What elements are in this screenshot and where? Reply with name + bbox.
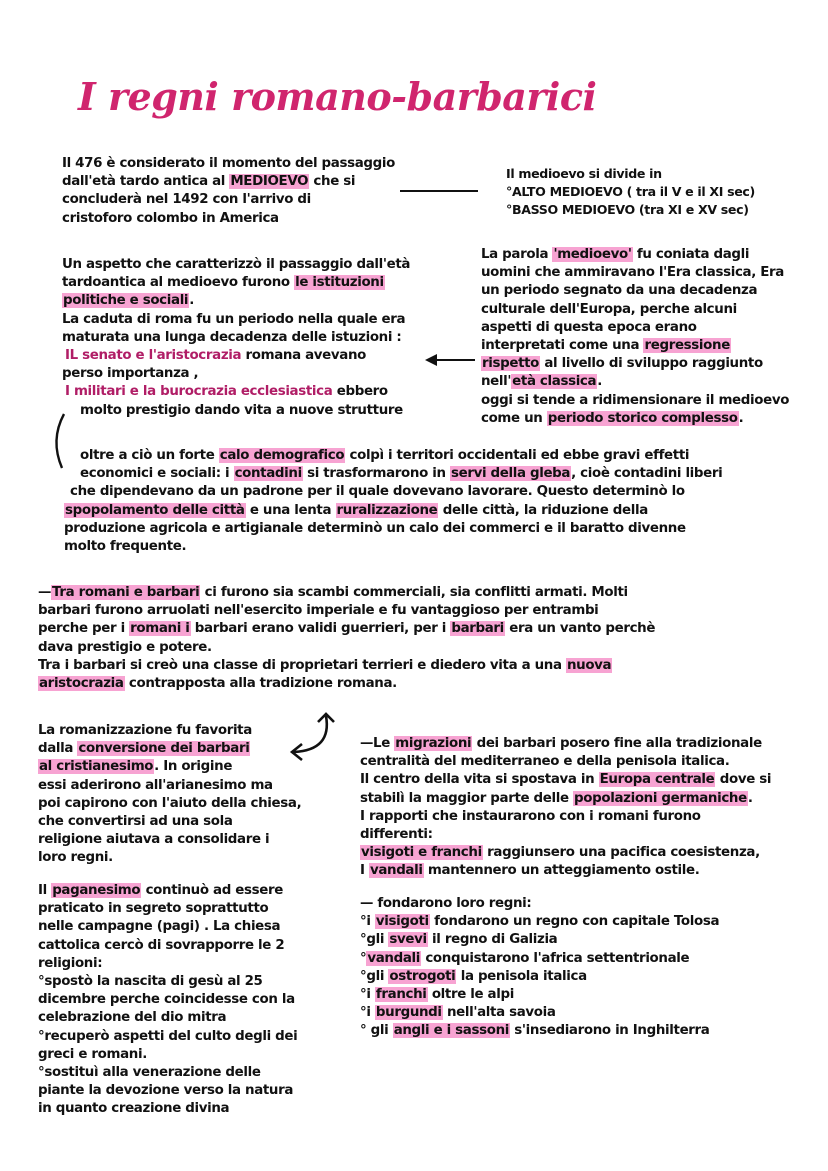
text-line: piante la devozione verso la natura <box>38 1083 294 1099</box>
romanization-block <box>38 722 301 868</box>
text-line: oltre a ciò un forte calo demografico colpì i territori occidentali ed ebbe gravi effetti <box>80 448 690 463</box>
text-line: che convertirsi ad una sola <box>38 814 233 830</box>
text-line: nelle campagne (pagi) . La chiesa <box>38 919 281 935</box>
page-title: I regni romano-barbarici <box>78 74 597 119</box>
highlight: vandali <box>367 950 421 966</box>
text-line: Il medioevo si divide in <box>506 166 662 181</box>
highlight: politiche e sociali <box>63 293 189 309</box>
text-line: visigoti e franchi raggiunsero una pacifica coesistenza, <box>361 845 760 861</box>
text-line: come un periodo storico complesso. <box>481 410 744 426</box>
text-line: politiche e sociali. <box>63 293 194 309</box>
text-line: aristocrazia contrapposta alla tradizione romana. <box>39 676 397 692</box>
highlight: contadini <box>234 466 302 482</box>
text-line: dall'età tardo antica al MEDIOEVO che si <box>62 174 356 190</box>
text-line: stabilì la maggior parte delle popolazioni germaniche. <box>360 790 753 806</box>
highlight: periodo storico complesso <box>547 410 738 426</box>
highlight: visigoti <box>375 914 429 930</box>
list-item: °i franchi oltre le alpi <box>360 987 514 1003</box>
text-line: La caduta di roma fu un periodo nella quale era <box>62 311 406 327</box>
text-line: Un aspetto che caratterizzò il passaggio dall'età <box>62 257 411 272</box>
highlight: ruralizzazione <box>336 502 438 518</box>
list-item: °gli ostrogoti la penisola italica <box>360 968 587 984</box>
text-line: al cristianesimo. In origine <box>39 759 233 775</box>
text-line: culturale dell'Europa, perche alcuni <box>481 301 737 317</box>
text-line: in quanto creazione divina <box>38 1101 230 1117</box>
text-line: cristoforo colombo in America <box>62 210 279 226</box>
text-line: spopolamento delle città e una lenta ruralizzazione delle città, la riduzione della <box>65 502 648 518</box>
list-item: °gli svevi il regno di Galizia <box>360 932 558 948</box>
highlight: servi della gleba <box>450 466 571 482</box>
list-item: °BASSO MEDIOEVO (tra XI e XV sec) <box>506 202 749 218</box>
list-item: °i visigoti fondarono un regno con capitale Tolosa <box>360 914 720 930</box>
list-item: °ALTO MEDIOEVO ( tra il V e il XI sec) <box>506 184 755 200</box>
text-line: Il paganesimo continuò ad essere <box>38 883 283 898</box>
text-line: centralità del mediterraneo e della penisola italica. <box>360 754 730 770</box>
text-line: Il 476 è considerato il momento del passaggio <box>62 156 395 171</box>
demography-block <box>64 447 722 556</box>
highlight: visigoti e franchi <box>361 845 482 861</box>
list-item: °i burgundi nell'alta savoia <box>360 1005 556 1021</box>
list-item: °recuperò aspetti del culto degli dei <box>38 1028 298 1044</box>
list-item: ° gli angli e i sassoni s'insediarono in Inghilterra <box>360 1023 710 1039</box>
connector-line-icon <box>400 190 478 192</box>
text-line: Tra i barbari si creò una classe di proprietari terrieri e diedero vita a una nuova <box>38 657 612 673</box>
romans-barbarians-block <box>38 584 655 693</box>
highlight: conversione dei barbari <box>78 741 250 757</box>
highlight: migrazioni <box>395 736 472 751</box>
text-line: interpretati come una regressione <box>481 338 730 354</box>
text-line: —Le migrazioni dei barbari posero fine alla tradizionale <box>360 736 762 751</box>
text-line: uomini che ammiravano l'Era classica, Era <box>481 265 784 281</box>
text-line: produzione agricola e artigianale determinò un calo dei commerci e il baratto divenne <box>64 520 686 536</box>
text-line: differenti: <box>360 827 433 843</box>
text-line: aspetti di questa epoca erano <box>481 319 697 335</box>
highlight: 'medioevo' <box>553 247 632 262</box>
text-line: —Tra romani e barbari ci furono sia scambi commerciali, sia conflitti armati. Molti <box>38 585 628 600</box>
highlight: Europa centrale <box>599 772 715 788</box>
medioevo-division-block <box>506 165 755 220</box>
institutions-block <box>62 256 410 420</box>
highlight: le istituzioni <box>295 275 384 291</box>
double-arrow-icon <box>288 710 344 762</box>
text-line: nell'età classica. <box>481 374 602 390</box>
text-line: religioni: <box>38 955 103 971</box>
text-line: La parola 'medioevo' fu coniata dagli <box>481 247 750 262</box>
highlight: franchi <box>375 987 427 1003</box>
highlight: svevi <box>389 932 427 948</box>
highlight: al cristianesimo <box>39 759 154 775</box>
text-line: molto prestigio dando vita a nuove strutture <box>80 402 403 418</box>
accent-text: IL senato e l'aristocrazia <box>65 348 242 364</box>
text-line: tardoantica al medioevo furono le istituzioni <box>62 275 384 291</box>
highlight: romani i <box>130 621 190 637</box>
highlight: angli e i sassoni <box>393 1023 509 1039</box>
text-line: perche per i romani i barbari erano validi guerrieri, per i barbari era un vanto perchè <box>38 621 656 637</box>
text-line: essi aderirono all'arianesimo ma <box>38 777 273 793</box>
text-line: I vandali mantennero un atteggiamento ostile. <box>360 863 700 879</box>
text-line: La romanizzazione fu favorita <box>38 723 252 738</box>
text-line: dalla conversione dei barbari <box>38 741 250 757</box>
highlight: MEDIOEVO <box>230 174 309 190</box>
text-line: rispetto al livello di sviluppo raggiunto <box>482 356 763 372</box>
highlight: calo demografico <box>219 448 345 463</box>
text-line: molto frequente. <box>64 539 187 555</box>
text-line: perso importanza , <box>62 366 199 382</box>
list-item: °spostò la nascita di gesù al 25 <box>38 974 263 990</box>
text-line: religione aiutava a consolidare i <box>38 832 270 848</box>
text-line: dicembre perche coincidesse con la <box>38 992 295 1008</box>
highlight: vandali <box>369 863 423 879</box>
text-line: I militari e la burocrazia ecclesiastica ebbero <box>65 384 388 400</box>
highlight: aristocrazia <box>39 676 124 692</box>
paganism-block <box>38 882 297 1119</box>
text-line: celebrazione del dio mitra <box>38 1010 227 1026</box>
intro-block <box>62 155 395 228</box>
highlight: popolazioni germaniche <box>574 790 747 806</box>
highlight: nuova <box>566 657 612 673</box>
highlight: barbari <box>451 621 504 637</box>
highlight: età classica <box>512 374 597 390</box>
text-line: concluderà nel 1492 con l'arrivo di <box>62 192 311 208</box>
text-line: dava prestigio e potere. <box>38 639 212 655</box>
highlight: spopolamento delle città <box>65 502 245 518</box>
highlight: burgundi <box>375 1005 442 1021</box>
text-line: loro regni. <box>38 850 113 866</box>
text-line: che dipendevano da un padrone per il quale dovevano lavorare. Questo determinò lo <box>70 484 685 500</box>
highlight: regressione <box>644 338 730 354</box>
text-line: IL senato e l'aristocrazia romana avevano <box>65 348 366 364</box>
text-line: cattolica cercò di sovrapporre le 2 <box>38 937 285 953</box>
highlight: rispetto <box>482 356 540 372</box>
text-line: poi capirono con l'aiuto della chiesa, <box>38 795 302 811</box>
medioevo-word-block <box>481 246 789 428</box>
text-line: economici e sociali: i contadini si trasformarono in servi della gleba, cioè contadini liberi <box>80 466 723 482</box>
kingdoms-block <box>360 895 719 1041</box>
highlight: paganesimo <box>52 883 141 898</box>
accent-text: I militari e la burocrazia ecclesiastica <box>65 384 333 400</box>
text-line: greci e romani. <box>38 1046 147 1062</box>
list-item: °sostituì alla venerazione delle <box>38 1065 261 1081</box>
list-item: °vandali conquistarono l'africa settentrionale <box>360 950 690 966</box>
text-line: un periodo segnato da una decadenza <box>481 283 758 299</box>
kingdoms-heading: — fondarono loro regni: <box>360 896 532 911</box>
highlight: ostrogoti <box>389 968 456 984</box>
migrations-block <box>360 735 771 881</box>
text-line: praticato in segreto soprattutto <box>38 901 269 917</box>
highlight: Tra romani e barbari <box>52 585 200 600</box>
text-line: oggi si tende a ridimensionare il medioevo <box>481 392 790 408</box>
arrow-left-icon <box>425 352 477 368</box>
text-line: I rapporti che instaurarono con i romani furono <box>360 808 701 824</box>
text-line: Il centro della vita si spostava in Europa centrale dove si <box>360 772 772 788</box>
text-line: maturata una lunga decadenza delle istuzioni : <box>62 329 402 345</box>
text-line: barbari furono arruolati nell'esercito imperiale e fu vantaggioso per entrambi <box>38 603 599 619</box>
